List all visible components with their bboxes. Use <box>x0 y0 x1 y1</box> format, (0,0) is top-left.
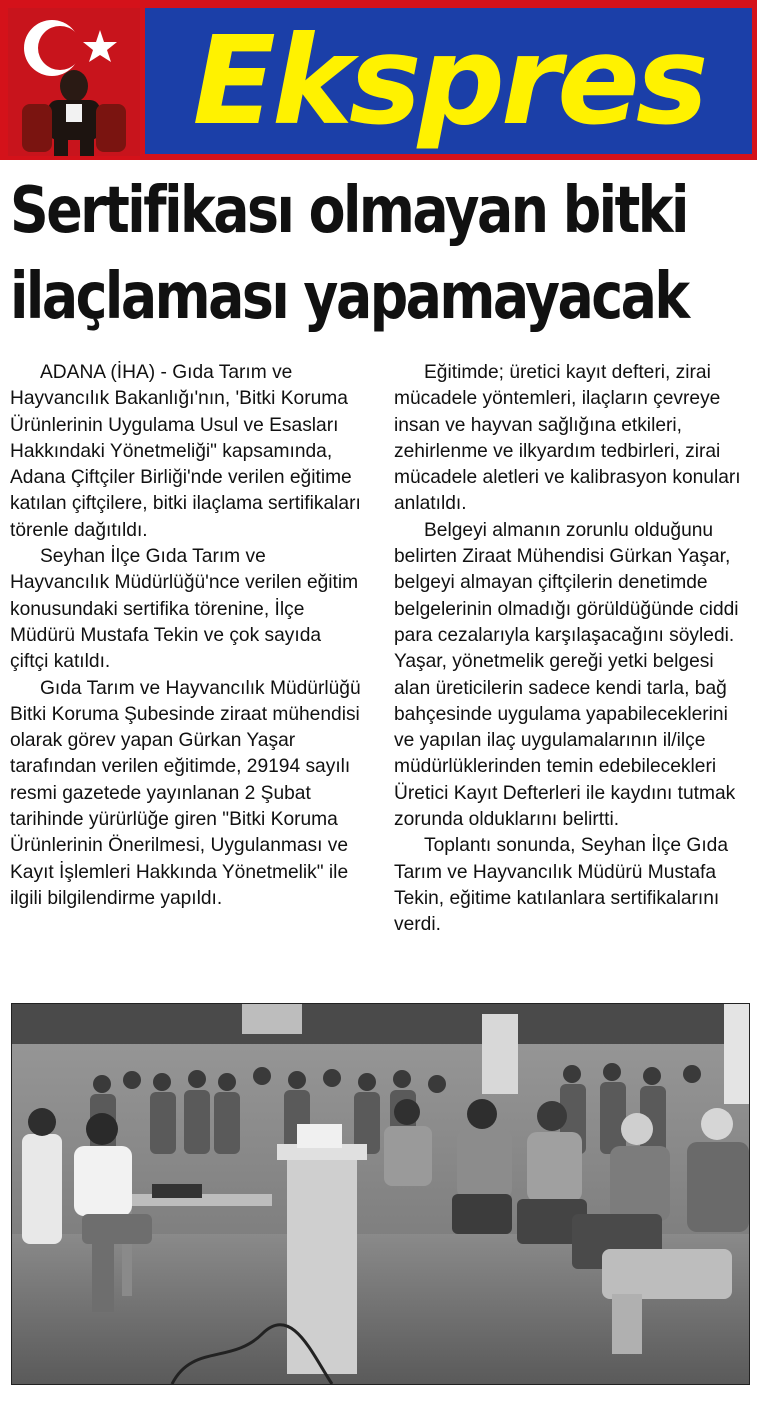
article-paragraph: Belgeyi almanın zorunlu olduğunu belirten Ziraat Mühendisi Gürkan Yaşar, belgeyi almayan çiftçilerin denetimde belgelerinin olmadığı görüldüğünde ciddi para cezalarıyla karşılaşacağını söyledi. Yaşar, yönetmelik gereği yetki belgesi alan üreticilerin sadece kendi tarla, bağ bahçesinde uygulama yapabileceklerini ve yapılan ilaç uygulamalarının il/ilçe müdürlüklerinden temin edebilecekleri Üretici Kayıt Defterleri ile kaydını tutmak zorunda olduklarını belirtti. <box>394 519 739 831</box>
article-paragraph: Seyhan İlçe Gıda Tarım ve Hayvancılık Müdürlüğü'nce verilen eğitim konusundaki sertifika törenine, İlçe Müdürü Mustafa Tekin ve çok sayıda çiftçi katıldı. <box>10 546 359 673</box>
logo-text: Ekspres <box>192 10 705 152</box>
article-paragraph: Gıda Tarım ve Hayvancılık Müdürlüğü Bitki Koruma Şubesinde ziraat mühendisi olarak görev yapan Gürkan Yaşar tarafından verilen eğitimde, 29194 sayılı resmi gazetede yayınlanan 2 Şubat tarihinde yürürlüğe giren "Bitki Koruma Ürünlerinin Önerilmesi, Uygulanması ve Kayıt İşlemleri Hakkında Yönetmelik" ile ilgili bilgilendirme yapıldı. <box>10 677 361 909</box>
article-column-left <box>10 360 362 912</box>
portrait-photo <box>8 8 140 156</box>
headline-line-1: Sertifikası olmayan bitki <box>10 174 687 248</box>
article-photo <box>11 1003 750 1385</box>
flag-crescent-star-icon <box>8 8 140 156</box>
article-paragraph: Eğitimde; üretici kayıt defteri, zirai mücadele yöntemleri, ilaçların çevreye insan ve hayvan sağlığına etkileri, zehirlenme ve ilkyardım tedbirleri, zirai mücadele aletleri ve kalibrasyon konuları anlatıldı. <box>394 362 741 515</box>
article-paragraph: ADANA (İHA) - Gıda Tarım ve Hayvancılık Bakanlığı'nın, 'Bitki Koruma Ürünlerinin Uygulama Usul ve Esasları Hakkındaki Yönetmeliği" kapsamında, Adana Çiftçiler Birliği'nde verilen eğitime katılan çiftçilere, bitki ilaçlama sertifikaları törenle dağıtıldı. <box>10 362 361 541</box>
logo <box>145 8 752 154</box>
article-column-right <box>394 360 749 939</box>
meeting-photo-illustration <box>12 1004 749 1384</box>
headline-line-2: ilaçlaması yapamayacak <box>10 260 688 334</box>
article-paragraph: Toplantı sonunda, Seyhan İlçe Gıda Tarım ve Hayvancılık Müdürü Mustafa Tekin, eğitime katılanlara sertifikalarını verdi. <box>394 835 729 936</box>
masthead <box>0 0 757 160</box>
headline <box>10 168 688 340</box>
